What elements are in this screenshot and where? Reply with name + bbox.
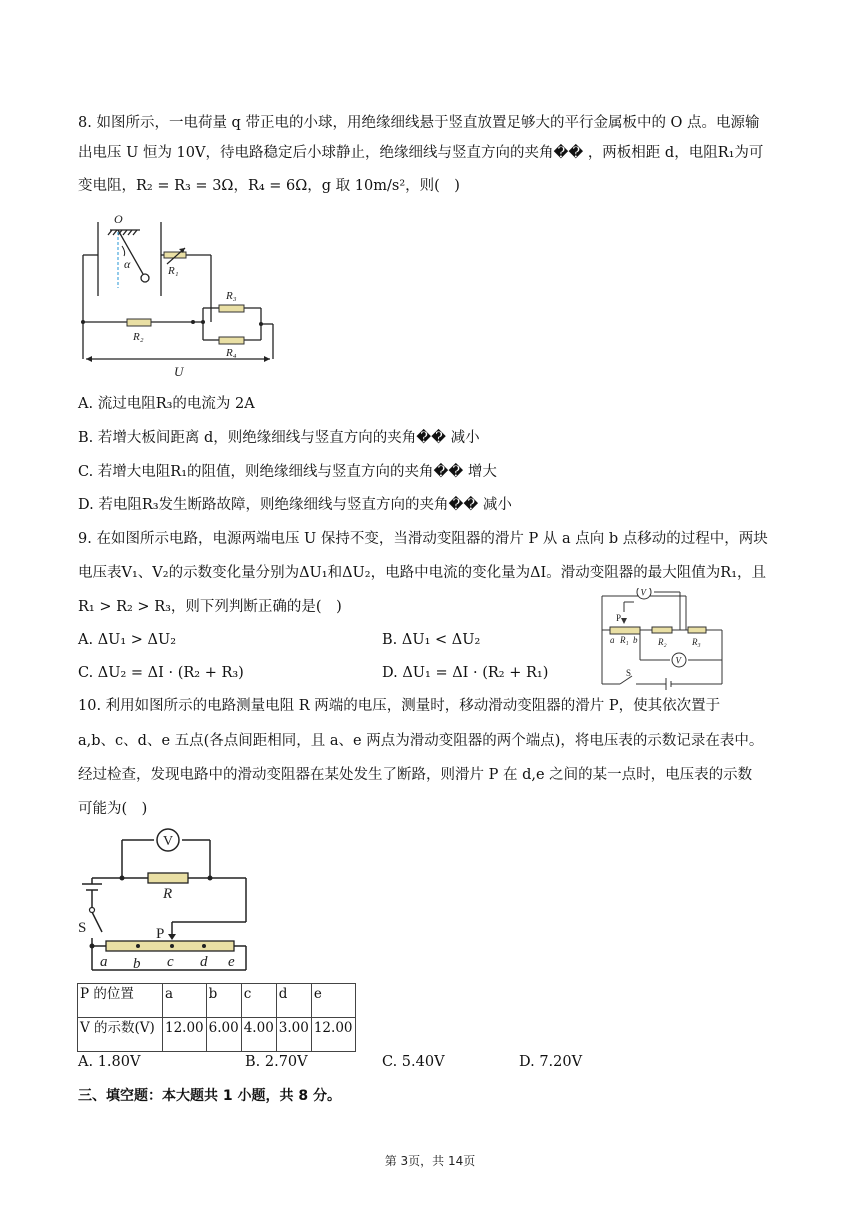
label-R4: R₄ (226, 347, 237, 359)
label-P: P (156, 926, 165, 942)
table-cell: a (163, 984, 207, 1018)
label-U: U (174, 364, 184, 379)
q9-stem-line2: 电压表V₁、V₂的示数变化量分别为ΔU₁和ΔU₂，电路中电流的变化量为ΔI。滑动变阻器的最大阻值为R₁，且 (78, 565, 767, 581)
label-e: e (228, 954, 235, 970)
table-row (78, 984, 356, 1018)
q9-circuit-figure (596, 588, 730, 692)
q8-circuit-figure (74, 208, 284, 386)
label-P: P (616, 613, 622, 623)
label-R2: R₂ (133, 331, 144, 343)
q8-option-d: D. 若电阻R₃发生断路故障，则绝缘细线与竖直方向的夹角�� 减小 (78, 497, 512, 513)
label-alpha: α (124, 257, 131, 271)
label-b: b (633, 635, 638, 645)
table-cell: 6.00 (206, 1018, 241, 1052)
table-cell: 12.00 (163, 1018, 207, 1052)
label-R1: R₁ (168, 265, 179, 277)
label-V: V (163, 834, 174, 849)
q10-option-b: B. 2.70V (245, 1054, 308, 1070)
q10-stem-line4: 可能为( ) (78, 801, 148, 817)
table-cell: c (241, 984, 276, 1018)
q9-option-c: C. ΔU₂ = ΔI · (R₂ + R₃) (78, 665, 244, 681)
q10-stem-line3: 经过检查，发现电路中的滑动变阻器在某处发生了断路，则滑片 P 在 d,e 之间的某一点时，电压表的示数 (78, 767, 753, 783)
label-O: O (114, 212, 123, 226)
label-a: a (610, 635, 615, 645)
q9-option-a: A. ΔU₁ > ΔU₂ (78, 632, 177, 648)
table-cell: 12.00 (311, 1018, 355, 1052)
page-footer: 第 3页，共 14页 (384, 1154, 476, 1168)
table-cell: P 的位置 (78, 984, 163, 1018)
q10-stem-line1: 10. 利用如图所示的电路测量电阻 R 两端的电压，测量时，移动滑动变阻器的滑片 P，使其依次置于 (78, 698, 721, 714)
label-V1: V (640, 588, 646, 598)
q8-stem-line3: 变电阻，R₂ = R₃ = 3Ω，R₄ = 6Ω，g 取 10m/s²，则( ) (78, 178, 460, 194)
label-R3: R₃ (692, 637, 701, 647)
q10-option-c: C. 5.40V (382, 1054, 445, 1070)
q9-option-b: B. ΔU₁ < ΔU₂ (382, 632, 481, 648)
q8-stem-line1: 8. 如图所示，一电荷量 q 带正电的小球，用绝缘细线悬于竖直放置足够大的平行金属板中的 O 点。电源输 (78, 115, 760, 131)
table-cell: d (276, 984, 311, 1018)
table-cell: 4.00 (241, 1018, 276, 1052)
q10-stem-line2: a,b、c、d、e 五点(各点间距相同，且 a、e 两点为滑动变阻器的两个端点)，将电压表的示数记录在表中。 (78, 733, 764, 749)
q10-circuit-figure (74, 826, 260, 972)
label-c: c (167, 954, 174, 970)
table-cell: e (311, 984, 355, 1018)
q8-option-a: A. 流过电阻R₃的电流为 2A (78, 396, 255, 412)
q9-stem-line1: 9. 在如图所示电路，电源两端电压 U 保持不变，当滑动变阻器的滑片 P 从 a 点向 b 点移动的过程中，两块 (78, 531, 768, 547)
q8-stem-line2: 出电压 U 恒为 10V，待电路稳定后小球静止，绝缘细线与竖直方向的夹角�� ，两板相距 d，电阻R₁为可 (78, 145, 764, 161)
table-row (78, 1018, 356, 1052)
label-R: R (163, 886, 173, 902)
q8-option-b: B. 若增大板间距离 d，则绝缘细线与竖直方向的夹角�� 减小 (78, 430, 480, 446)
table-cell: V 的示数(V) (78, 1018, 163, 1052)
q8-option-c: C. 若增大电阻R₁的阻值，则绝缘细线与竖直方向的夹角�� 增大 (78, 464, 497, 480)
section-heading: 三、填空题：本大题共 1 小题，共 8 分。 (78, 1088, 341, 1104)
label-d: d (200, 954, 208, 970)
label-R1: R₁ (620, 635, 629, 645)
label-b: b (133, 956, 141, 972)
q10-option-a: A. 1.80V (78, 1054, 141, 1070)
table-cell: b (206, 984, 241, 1018)
label-V2: V (675, 655, 681, 666)
label-R3: R₃ (226, 290, 237, 302)
q10-option-d: D. 7.20V (519, 1054, 583, 1070)
q9-option-d: D. ΔU₁ = ΔI · (R₂ + R₁) (382, 665, 549, 681)
label-a: a (100, 954, 108, 970)
label-R2: R₂ (658, 637, 667, 647)
label-S: S (626, 668, 632, 678)
label-S: S (78, 920, 87, 936)
q9-stem-line3: R₁ > R₂ > R₃，则下列判断正确的是( ) (78, 599, 342, 615)
table-cell: 3.00 (276, 1018, 311, 1052)
q10-data-table (77, 983, 356, 1052)
